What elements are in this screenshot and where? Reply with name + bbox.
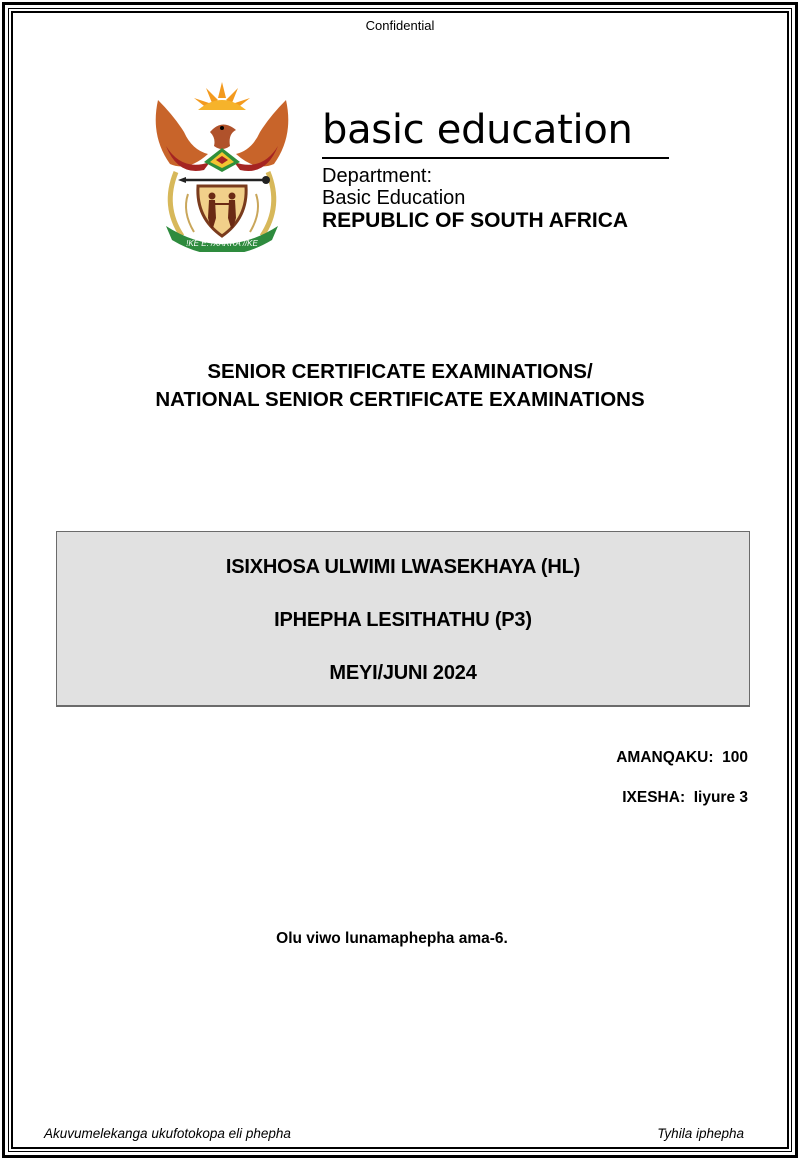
confidential-label: Confidential	[365, 18, 435, 33]
page-count-note: Olu viwo lunamaphepha ama-6.	[276, 930, 508, 947]
svg-text:!KE E: /XARRA //KE: !KE E: /XARRA //KE	[186, 239, 258, 248]
brand-title: basic education	[322, 107, 633, 153]
footer-copy-notice: Akuvumelekanga ukufotokopa eli phepha	[44, 1126, 291, 1141]
dept-line-1: Department:	[322, 165, 433, 187]
marks-label: AMANQAKU: 100	[616, 749, 748, 766]
exam-title-line-2: NATIONAL SENIOR CERTIFICATE EXAMINATIONS	[155, 388, 645, 411]
session-title: MEYI/JUNI 2024	[329, 662, 477, 684]
brand-rule	[322, 157, 669, 159]
country-name: REPUBLIC OF SOUTH AFRICA	[322, 209, 629, 232]
exam-title	[0, 358, 800, 414]
footer-turn-over: Tyhila iphepha	[657, 1126, 744, 1141]
coat-of-arms-icon	[148, 76, 296, 252]
dept-line-2: Basic Education	[322, 187, 466, 209]
subject-title: ISIXHOSA ULWIMI LWASEKHAYA (HL)	[225, 556, 581, 578]
time-label: IXESHA: Iiyure 3	[622, 789, 748, 806]
subject-box	[56, 531, 750, 707]
dbe-logo-text	[322, 108, 672, 233]
paper-title: IPHEPHA LESITHATHU (P3)	[274, 609, 532, 631]
exam-title-line-1: SENIOR CERTIFICATE EXAMINATIONS/	[207, 360, 593, 383]
